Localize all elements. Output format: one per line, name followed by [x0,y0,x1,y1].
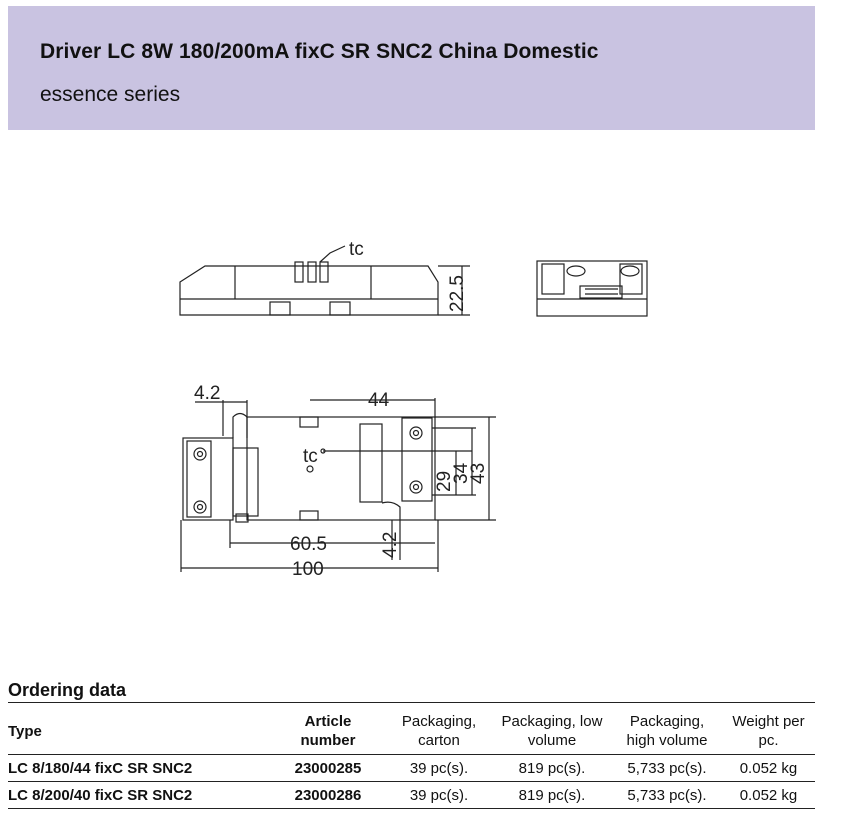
dim-44: 44 [368,390,390,411]
side-view [180,246,470,315]
ordering-table [8,709,815,809]
cell-type: LC 8/180/44 fixC SR SNC2 [8,755,270,782]
col-header-article: Article number [300,713,356,749]
cell-low-volume: 819 pc(s). [492,782,612,809]
table-row [8,755,815,782]
col-header-high-volume: Packaging, high volume [626,713,708,749]
ordering-heading: Ordering data [8,680,127,700]
dim-29: 29 [434,470,455,492]
tc-label-top: tc [303,446,318,467]
cell-carton: 39 pc(s). [386,782,492,809]
dim-60-5: 60.5 [290,534,327,555]
cell-low-volume: 819 pc(s). [492,755,612,782]
cell-article: 23000286 [270,782,386,809]
cell-high-volume: 5,733 pc(s). [612,755,722,782]
table-header-row [8,709,815,755]
cell-weight: 0.052 kg [722,755,815,782]
col-header-type: Type [8,722,42,740]
col-header-carton: Packaging, carton [401,713,477,749]
dim-42-bottom: 4.2 [380,531,401,558]
cell-article: 23000285 [270,755,386,782]
cell-carton: 39 pc(s). [386,755,492,782]
divider [8,702,815,703]
dim-43: 43 [468,462,489,484]
dim-100: 100 [292,559,324,580]
page-subtitle: essence series [40,83,181,106]
cell-weight: 0.052 kg [722,782,815,809]
page-title: Driver LC 8W 180/200mA fixC SR SNC2 China Domestic [40,40,599,63]
dim-42-top: 4.2 [194,383,221,404]
col-header-low-volume: Packaging, low volume [501,713,603,749]
cell-type: LC 8/200/40 fixC SR SNC2 [8,782,270,809]
col-header-weight: Weight per pc. [732,713,805,749]
dim-34: 34 [451,462,472,484]
tc-label-side: tc [349,239,364,260]
table-row [8,782,815,809]
dim-height-side: 22.5 [447,275,468,312]
cell-high-volume: 5,733 pc(s). [612,782,722,809]
end-view [537,261,647,316]
